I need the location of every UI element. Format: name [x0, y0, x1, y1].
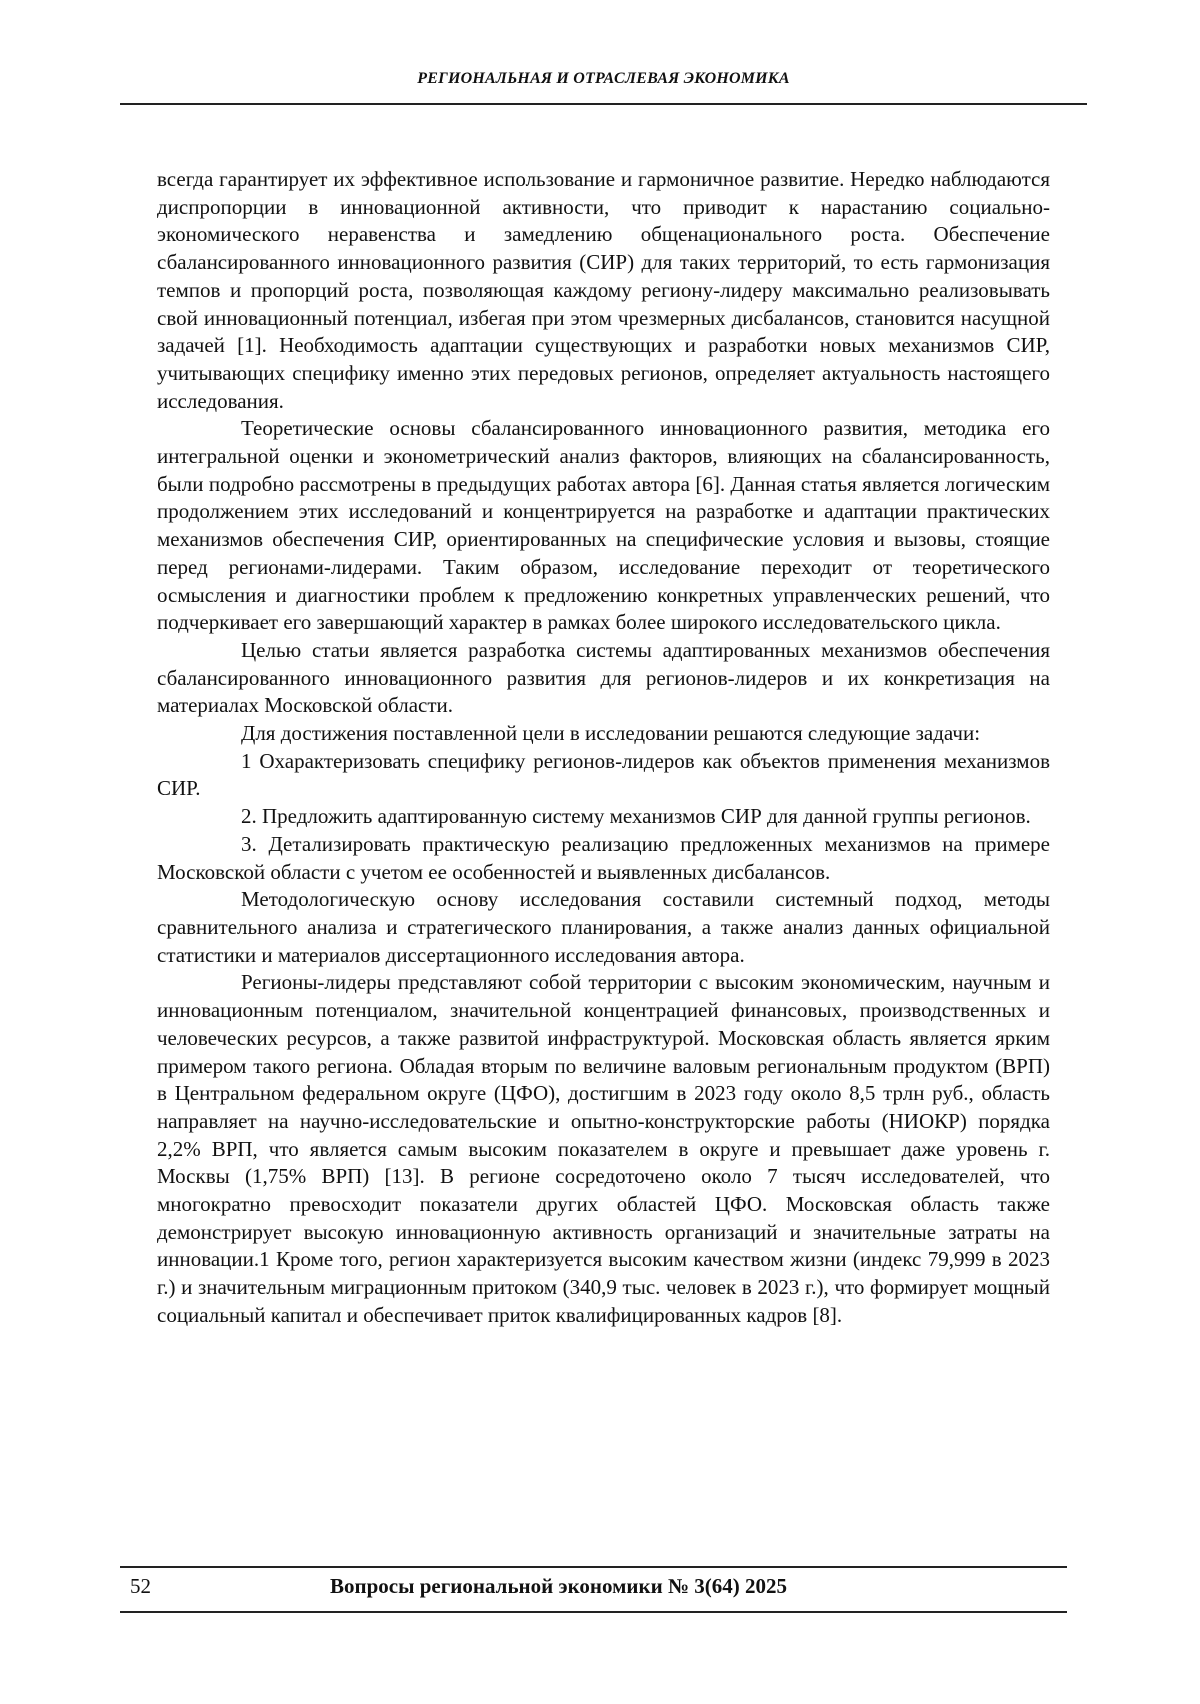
task-item-3: 3. Детализировать практическую реализацию предложенных механизмов на примере Московской области с учетом ее особенностей и выявленных дисбалансов. — [157, 831, 1050, 884]
header-rule — [120, 103, 1087, 105]
body-paragraph-tasks-intro: Для достижения поставленной цели в исследовании решаются следующие задачи: — [241, 721, 981, 746]
task-item-2: 2. Предложить адаптированную систему механизмов СИР для данной группы регионов. — [241, 804, 1031, 829]
page-number: 52 — [130, 1574, 151, 1598]
footer-rule-top — [120, 1566, 1067, 1568]
journal-title: Вопросы региональной экономики № 3(64) 2025 — [330, 1574, 788, 1598]
footer-rule-bottom — [120, 1611, 1067, 1613]
task-item-1: 1 Охарактеризовать специфику регионов-лидеров как объектов применения механизмов СИР. — [157, 748, 1050, 801]
body-paragraph-continuation: всегда гарантирует их эффективное использование и гармоничное развитие. Нередко наблюдаются диспропорции в инновационной активности, что приводит к нарастанию социально-экономического неравенства и замедлению общенационального роста. Обеспечение сбалансированного инновационного развития (СИР) для таких территорий, то есть гармонизация темпов и пропорций роста, позволяющая каждому региону-лидеру максимально реализовывать свой инновационный потенциал, избегая при этом чрезмерных дисбалансов, становится насущной задачей [1]. Необходимость адаптации существующих и разработки новых механизмов СИР, учитывающих специфику именно этих передовых регионов, определяет актуальность настоящего исследования. — [157, 167, 1050, 413]
body-paragraph-goal: Целью статьи является разработка системы адаптированных механизмов обеспечения сбалансированного инновационного развития для регионов-лидеров и их конкретизация на материалах Московской области. — [157, 637, 1050, 718]
body-paragraph-leader-regions: Регионы-лидеры представляют собой территории с высоким экономическим, научным и инновационным потенциалом, значительной концентрацией финансовых, производственных и человеческих ресурсов, а также развитой инфраструктурой. Московская область является ярким примером такого региона. Обладая вторым по величине валовым региональным продуктом (ВРП) в Центральном федеральном округе (ЦФО), достигшим в 2023 году около 8,5 трлн руб., область направляет на научно-исследовательские и опытно-конструкторские работы (НИОКР) порядка 2,2% ВРП, что является самым высоким показателем в округе и превышает даже уровень г. Москвы (1,75% ВРП) [13]. В регионе сосредоточено около 7 тысяч исследователей, что многократно превосходит показатели других областей ЦФО. Московская область также демонстрирует высокую инновационную активность организаций и значительные затраты на инновации.1 Кроме того, регион характеризуется высоким качеством жизни (индекс 79,999 в 2023 г.) и значительным миграционным притоком (340,9 тыс. человек в 2023 г.), что формирует мощный социальный капитал и обеспечивает приток квалифицированных кадров [8]. — [157, 970, 1050, 1327]
body-paragraph-theory: Теоретические основы сбалансированного инновационного развития, методика его интегральной оценки и эконометрический анализ факторов, влияющих на сбалансированность, были подробно рассмотрены в предыдущих работах автора [6]. Данная статья является логическим продолжением этих исследований и концентрируется на разработке и адаптации практических механизмов обеспечения СИР, ориентированных на специфические условия и вызовы, стоящие перед регионами-лидерами. Таким образом, исследование переходит от теоретического осмысления и диагностики проблем к предложению конкретных управленческих решений, что подчеркивает его завершающий характер в рамках более широкого исследовательского цикла. — [157, 416, 1050, 635]
article-body — [157, 166, 1050, 1330]
running-header-title: РЕГИОНАЛЬНАЯ И ОТРАСЛЕВАЯ ЭКОНОМИКА — [417, 70, 790, 87]
body-paragraph-methodology: Методологическую основу исследования составили системный подход, методы сравнительного анализа и стратегического планирования, а также анализ данных официальной статистики и материалов диссертационного исследования автора. — [157, 887, 1050, 967]
